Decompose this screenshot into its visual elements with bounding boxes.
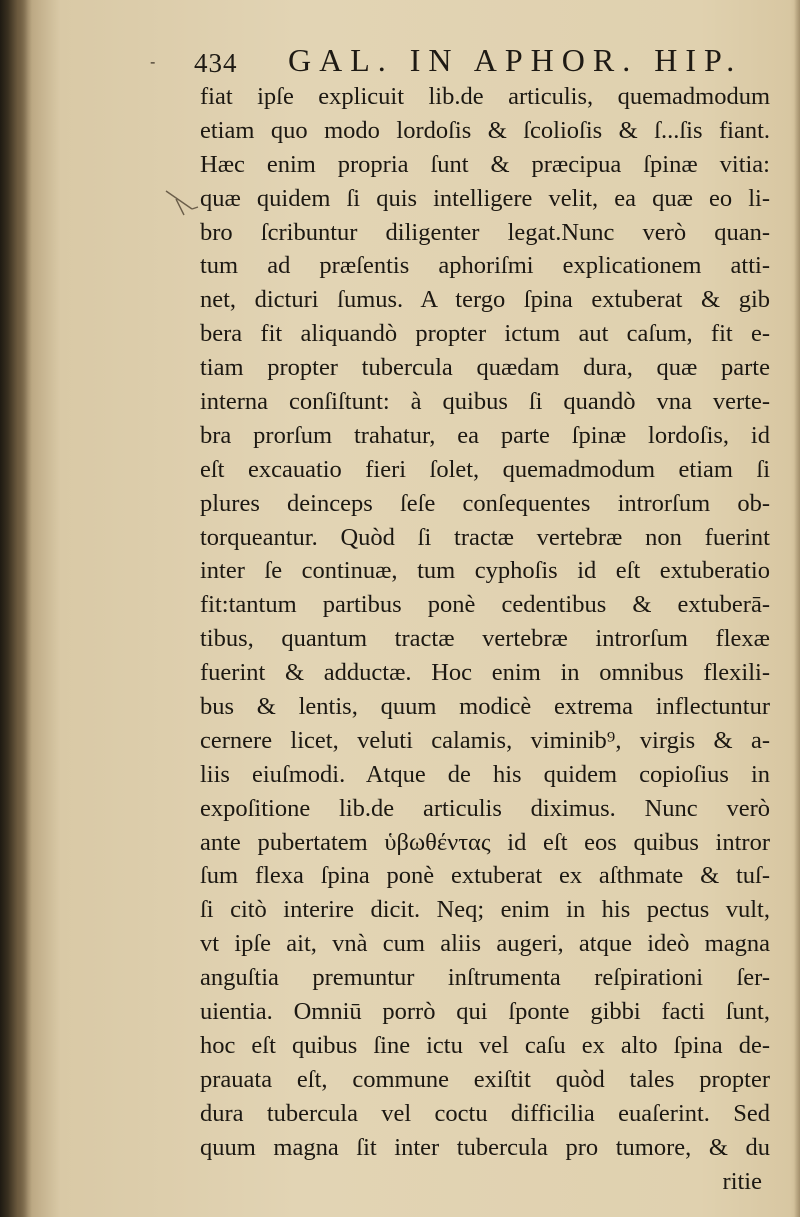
text-line: uientia. Omniū porrò qui ſponte gibbi facti ſunt, (200, 998, 770, 1026)
text-line: cernere licet, veluti calamis, viminib⁹, virgis & a- (200, 726, 770, 754)
text-line: plures deinceps ſeſe conſequentes introrſum ob- (200, 489, 770, 517)
marginal-pen-mark-icon (162, 185, 202, 225)
text-line: expoſitione lib.de articulis diximus. Nunc verò (200, 794, 770, 822)
text-line: vt ipſe ait, vnà cum aliis augeri, atque ideò magna (200, 930, 770, 958)
text-line: etiam quo modo lordoſis & ſcolioſis & ſ...ſis fiant. (200, 116, 770, 144)
text-line: eſt excauatio fieri ſolet, quemadmodum etiam ſi (200, 455, 770, 483)
text-line: bus & lentis, quum modicè extrema inflectuntur (200, 693, 770, 721)
running-title: GAL. IN APHOR. HIP. (288, 42, 743, 78)
text-line: torqueantur. Quòd ſi tractæ vertebræ non fuerint (200, 523, 770, 551)
body-text (200, 80, 770, 1198)
text-line: dura tubercula vel coctu difficilia euaſerint. Sed (200, 1099, 770, 1127)
text-line: ſi citò interire dicit. Neq; enim in his pectus vult, (200, 896, 770, 924)
text-line: prauata eſt, commune exiſtit quòd tales propter (200, 1065, 770, 1093)
page-edge-shadow (794, 0, 800, 1217)
text-line: ante pubertatem ὑβωθέντας id eſt eos quibus intror (200, 828, 770, 856)
text-line: ſum flexa ſpina ponè extuberat ex aſthmate & tuſ- (200, 862, 770, 890)
text-line: fit:tantum partibus ponè cedentibus & extuberā- (200, 591, 770, 619)
text-line: hoc eſt quibus ſine ictu vel caſu ex alto ſpina de- (200, 1031, 770, 1059)
text-line: interna conſiſtunt: à quibus ſi quandò vna verte- (200, 388, 770, 416)
text-line: bra prorſum trahatur, ea parte ſpinæ lordoſis, id (200, 421, 770, 449)
text-line: tibus, quantum tractæ vertebræ introrſum flexæ (200, 625, 770, 653)
text-line: tum ad præſentis aphoriſmi explicationem atti- (200, 252, 770, 280)
text-line: fuerint & adductæ. Hoc enim in omnibus flexili- (200, 659, 770, 687)
text-line: fiat ipſe explicuit lib.de articulis, quemadmodum (200, 83, 770, 110)
text-line: bera fit aliquandò propter ictum aut caſum, fit e- (200, 320, 770, 348)
text-line: quæ quidem ſi quis intelligere velit, ea quæ eo li- (200, 184, 770, 212)
text-line: Hæc enim propria ſunt & præcipua ſpinæ vitia: (200, 150, 770, 178)
text-line: inter ſe continuæ, tum cyphoſis id eſt extuberatio (200, 557, 770, 585)
catchword: ritie (722, 1167, 762, 1195)
margin-tick: - (150, 52, 156, 71)
text-line: tiam propter tubercula quædam dura, quæ parte (200, 354, 770, 382)
text-line: net, dicturi ſumus. A tergo ſpina extuberat & gib (200, 286, 770, 314)
text-line: anguſtia premuntur inſtrumenta reſpirationi ſer- (200, 964, 770, 992)
text-line: liis eiuſmodi. Atque de his quidem copioſius in (200, 760, 770, 788)
binding-gutter (0, 0, 32, 1217)
page-number: 434 (194, 48, 238, 78)
text-line: bro ſcribuntur diligenter legat.Nunc verò quan- (200, 218, 770, 246)
text-line: quum magna ſit inter tubercula pro tumore, & du (200, 1133, 770, 1161)
